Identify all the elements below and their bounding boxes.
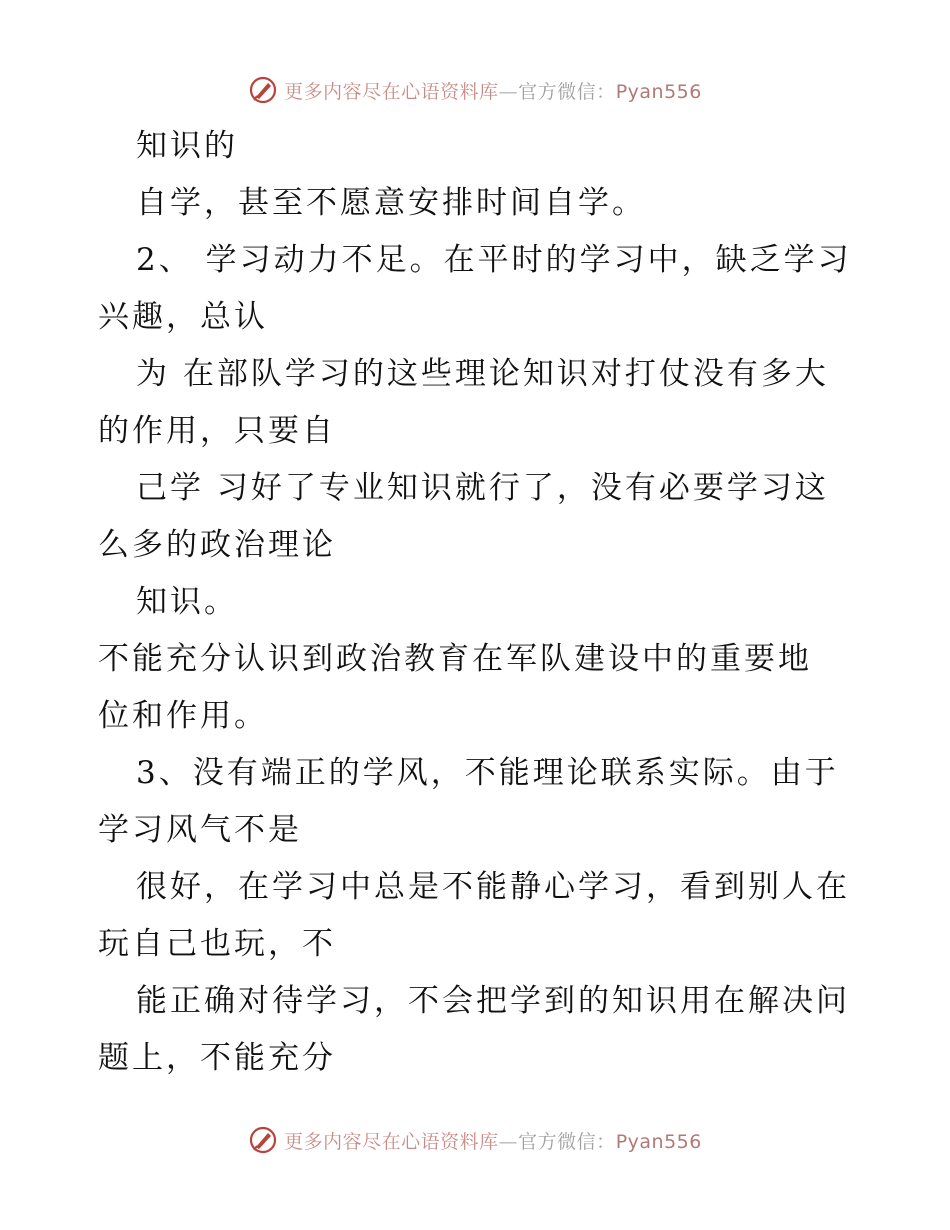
text-line: 玩自己也玩，不 [98,926,336,962]
footer-watermark-text: 更多内容尽在心语资料库—官方微信：Pyan556 [284,1130,702,1153]
document-body [98,118,858,1087]
text-line: 位和作用。 [98,698,268,734]
text-line: 很好，在学习中总是不能静心学习，看到别人在 [136,869,850,905]
text-line: 么多的政治理论 [98,527,336,563]
text-line: 学习风气不是 [98,812,302,848]
text-line: 为 在部队学习的这些理论知识对打仗没有多大 [136,356,829,392]
footer-watermark [0,1120,950,1160]
text-line: 自学，甚至不愿意安排时间自学。 [136,185,646,221]
pen-nib-logo-icon [248,75,278,105]
text-line: 的作用，只要自 [98,413,336,449]
text-line: 3、没有端正的学风，不能理论联系实际。由于 [136,755,839,791]
text-line: 兴趣，总认 [98,299,268,335]
header-watermark [0,70,950,110]
text-line: 2、 学习动力不足。在平时的学习中，缺乏学习 [136,242,852,278]
text-line: 能正确对待学习，不会把学到的知识用在解决问 [136,983,850,1019]
pen-nib-logo-icon [248,1125,278,1155]
text-line: 不能充分认识到政治教育在军队建设中的重要地 [98,641,812,677]
text-line: 知识的 [136,128,238,164]
text-line: 知识。 [136,584,238,620]
text-line: 题上，不能充分 [98,1040,336,1076]
text-line: 己学 习好了专业知识就行了，没有必要学习这 [136,470,829,506]
header-watermark-text: 更多内容尽在心语资料库—官方微信：Pyan556 [284,80,702,103]
